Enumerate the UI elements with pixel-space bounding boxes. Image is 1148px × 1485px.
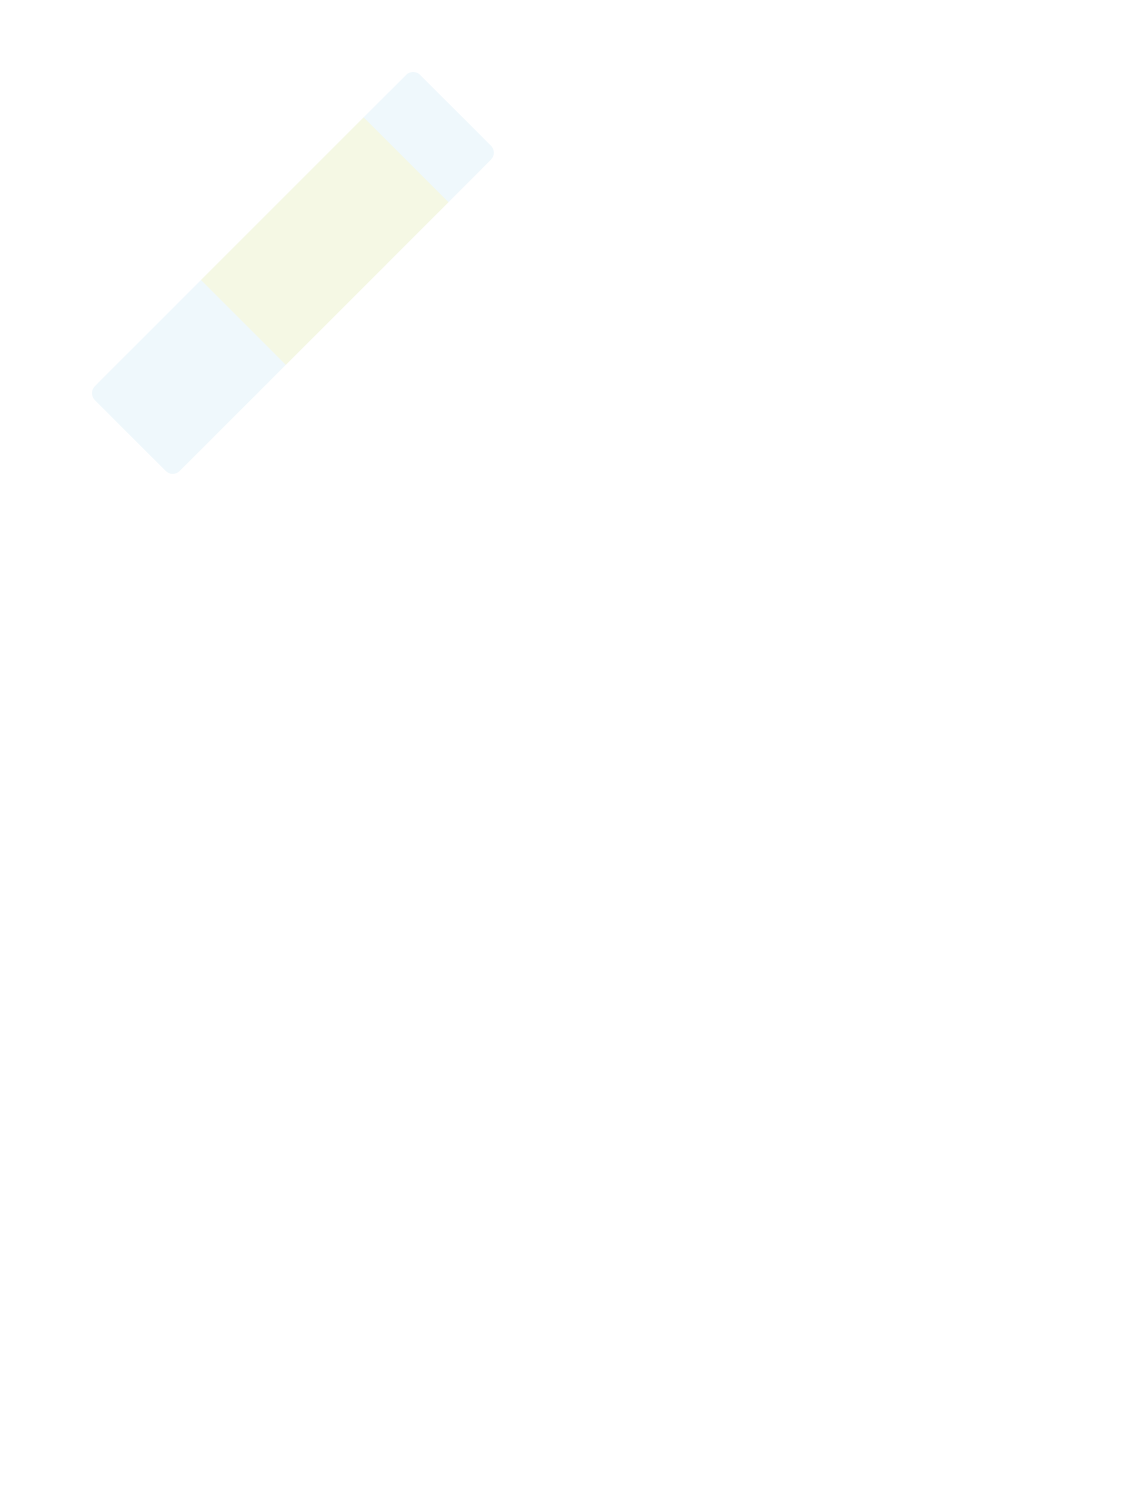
skuola-watermark	[40, 20, 560, 540]
